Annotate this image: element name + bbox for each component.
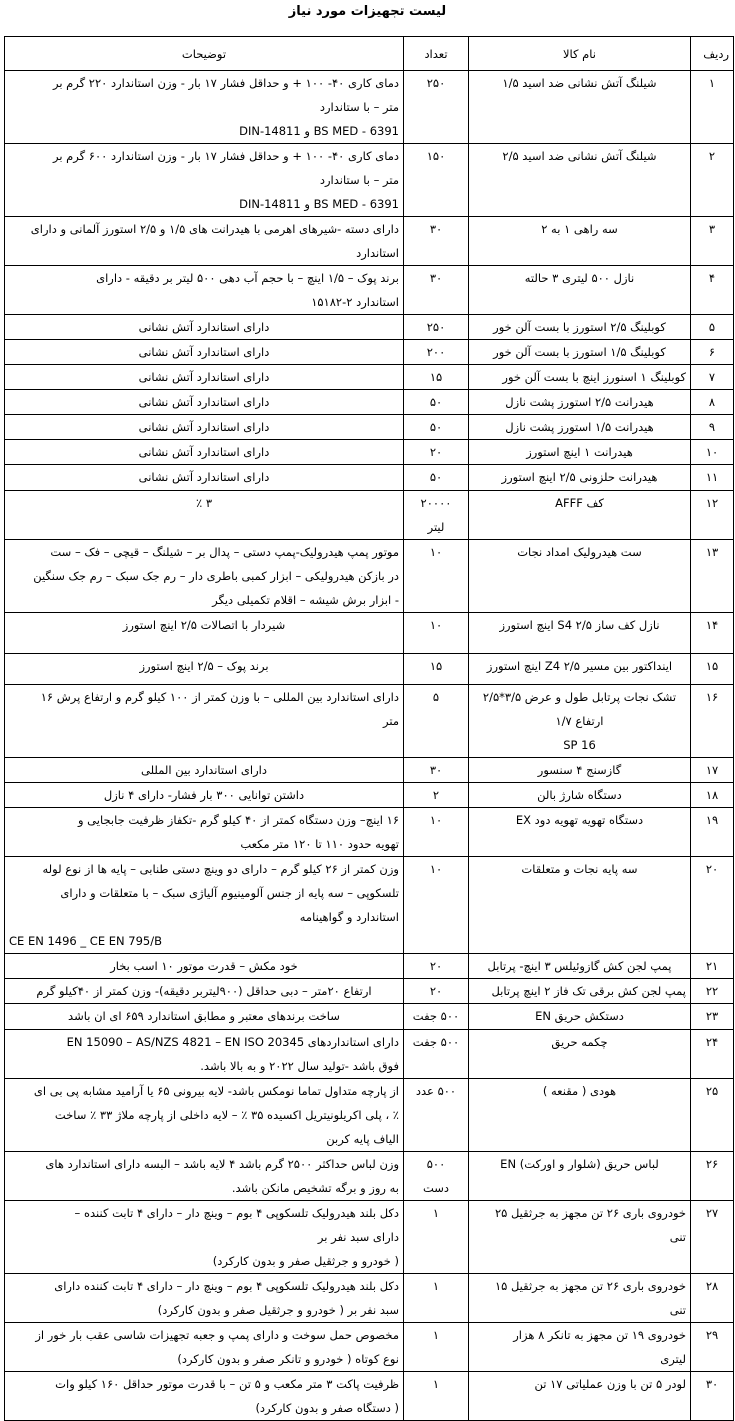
item-quantity-line: ۱۰ (429, 545, 443, 559)
item-name-line: اینداکتور بین مسیر Z4 ۲/۵ اینچ استورز (486, 659, 673, 673)
item-quantity (404, 1201, 469, 1274)
item-name-line: SP 16 (563, 738, 596, 752)
table-row (5, 613, 734, 654)
item-name (469, 979, 691, 1004)
header-quantity: تعداد (404, 37, 469, 71)
row-number: ۳۰ (691, 1372, 734, 1421)
table-row (5, 1030, 734, 1079)
item-name (469, 1274, 691, 1323)
item-name (469, 1079, 691, 1152)
item-name-line: دستکش حریق EN (535, 1009, 624, 1023)
item-name-line: کوبلینگ ۱/۵ استورز با بست آلن خور (493, 345, 666, 359)
item-description-line: برند پوک – ۱/۵ اینچ – با حجم آب دهی ۵۰۰ لیتر بر دقیقه - دارای (96, 271, 399, 285)
item-quantity-line: ۱ (432, 1206, 440, 1220)
item-description-line: CE EN 1496 _ CE EN 795/B (9, 934, 162, 948)
item-description (5, 979, 404, 1004)
item-name (469, 1004, 691, 1030)
item-description (5, 144, 404, 217)
item-description (5, 365, 404, 390)
item-quantity (404, 1079, 469, 1152)
item-description-line: دارای استاندارد بین المللی (141, 763, 267, 777)
table-row (5, 71, 734, 144)
item-name-line: هیدرانت ۱ اینچ استورز (526, 445, 633, 459)
table-row (5, 1201, 734, 1274)
item-quantity-line: ۵۰ (429, 420, 443, 434)
item-quantity (404, 491, 469, 540)
item-name-line: لودر ۵ تن با وزن عملیاتی ۱۷ تن (534, 1377, 686, 1391)
item-quantity-line: لیتر (427, 520, 445, 534)
table-row (5, 1152, 734, 1201)
item-name-line: نازل ۵۰۰ لیتری ۳ حالته (524, 271, 635, 285)
item-description-line: دکل بلند هیدرولیک تلسکوپی ۴ بوم – وینچ دار – دارای ۴ تابت کننده دارای (54, 1279, 399, 1293)
item-quantity-line: ۵۰۰ جفت (412, 1009, 460, 1023)
item-name-line: پمپ لجن کش برقی تک فاز ۲ اینچ پرتابل (491, 984, 686, 998)
equipment-table (4, 36, 734, 1421)
item-description-line: ارتفاع ۲۰متر – دبی حداقل (۹۰۰لیتربر دقیقه)- وزن کمتر از ۴۰کیلو گرم (36, 984, 372, 998)
header-description: توضیحات (5, 37, 404, 71)
table-row (5, 365, 734, 390)
item-quantity-line: ۱ (432, 1279, 440, 1293)
table-row (5, 217, 734, 266)
row-number: ۱۱ (691, 465, 734, 491)
item-name (469, 71, 691, 144)
row-number: ۱۵ (691, 654, 734, 685)
item-name-line: خودروی باری ۲۶ تن مجهز به جرثقیل ۱۵ (494, 1279, 686, 1293)
table-row (5, 266, 734, 315)
item-description (5, 1030, 404, 1079)
item-quantity (404, 440, 469, 465)
item-quantity (404, 1323, 469, 1372)
item-name-line: دستگاه شارژ بالن (537, 788, 622, 802)
item-description (5, 440, 404, 465)
row-number: ۱۰ (691, 440, 734, 465)
item-description-line: خود مکش – قدرت موتور ۱۰ اسب بخار (110, 959, 298, 973)
item-description-line: وزن کمتر از ۲۶ کیلو گرم – دارای دو وینچ دستی طنابی – پایه ها از نوع لوله (42, 862, 399, 876)
item-quantity-line: ۲۰۰ (426, 345, 446, 359)
table-body (5, 71, 734, 1421)
item-name-line: تنی (669, 1303, 686, 1317)
item-quantity (404, 415, 469, 440)
item-name (469, 315, 691, 340)
item-name (469, 491, 691, 540)
item-description-line: دارای استاندارد آتش نشانی (138, 320, 270, 334)
item-name (469, 1152, 691, 1201)
item-name (469, 654, 691, 685)
item-quantity (404, 1152, 469, 1201)
item-quantity-line: ۱۵ (429, 370, 443, 384)
item-quantity (404, 979, 469, 1004)
item-description-line: دارای استاندارد آتش نشانی (138, 420, 270, 434)
row-number: ۸ (691, 390, 734, 415)
item-description (5, 390, 404, 415)
row-number: ۱۹ (691, 808, 734, 857)
item-quantity (404, 1274, 469, 1323)
item-quantity-line: ۲ (432, 788, 440, 802)
table-row (5, 390, 734, 415)
item-name (469, 1201, 691, 1274)
item-quantity-line: ۵۰ (429, 470, 443, 484)
item-description-line: دمای کاری ۴۰- ۱۰۰ + و حداقل فشار ۱۷ بار - وزن استاندارد ۶۰۰ گرم بر (52, 149, 399, 163)
item-description-line: استاندارد و گواهینامه (299, 910, 399, 924)
item-description-line: ( خودرو و جرثقیل صفر و بدون کارکرد) (212, 1254, 399, 1268)
item-name-line: لیتری (660, 1352, 686, 1366)
item-description-line: وزن لباس حداکثر ۲۵۰۰ گرم باشد ۴ لایه باشد – البسه دارای استاندارد های (45, 1157, 399, 1171)
item-description (5, 540, 404, 613)
table-row (5, 979, 734, 1004)
table-row (5, 144, 734, 217)
item-name-line: گازسنج ۴ سنسور (537, 763, 622, 777)
item-quantity (404, 808, 469, 857)
item-description (5, 613, 404, 654)
item-description (5, 954, 404, 979)
item-name-line: نازل کف ساز S4 ۲/۵ اینچ استورز (499, 618, 660, 632)
item-description (5, 1079, 404, 1152)
item-quantity-line: ۱۰ (429, 862, 443, 876)
item-quantity-line: ۲۵۰ (426, 320, 446, 334)
item-description (5, 266, 404, 315)
item-description-line: ۳ ٪ (195, 496, 213, 510)
table-row (5, 415, 734, 440)
item-quantity-line: ۵۰ (429, 395, 443, 409)
item-description (5, 808, 404, 857)
item-quantity (404, 1030, 469, 1079)
item-description-line: ( دستگاه صفر و بدون کارکرد) (255, 1401, 399, 1415)
item-name (469, 390, 691, 415)
item-quantity-line: ۲۰ (429, 959, 443, 973)
item-quantity-line: ۱۰ (429, 813, 443, 827)
item-quantity-line: ۳۰ (429, 222, 443, 236)
item-name-line: کوبلینگ ۲/۵ استورز با بست آلن خور (493, 320, 666, 334)
item-quantity-line: ۱ (432, 1328, 440, 1342)
item-description (5, 1372, 404, 1421)
item-quantity (404, 654, 469, 685)
item-description-line: متر – با ستاندارد (319, 173, 399, 187)
item-description (5, 315, 404, 340)
item-name-line: پمپ لجن کش گازوئیلس ۳ اینچ- پرتابل (487, 959, 672, 973)
item-quantity-line: ۵۰۰ جفت (412, 1035, 460, 1049)
item-name-line: هیدرانت حلزونی ۲/۵ اینچ استورز (501, 470, 658, 484)
item-name-line: کوبلینگ ۱ اسنورز اینچ با بست آلن خور (502, 370, 686, 384)
item-quantity (404, 266, 469, 315)
item-quantity-line: ۱ (432, 1377, 440, 1391)
item-description-line: شیردار با اتصالات ۲/۵ اینچ استورز (122, 618, 286, 632)
item-quantity-line: ۲۰ (429, 445, 443, 459)
item-name-line: سه راهی ۱ به ۲ (541, 222, 618, 236)
row-number: ۲۶ (691, 1152, 734, 1201)
document-title: لیست تجهیزات مورد نیاز (288, 4, 447, 19)
item-description-line: از پارچه متداول تماما نومکس باشد- لایه بیرونی ۶۵ یا آرامید مشابه پی بی ای (33, 1084, 399, 1098)
item-description (5, 857, 404, 954)
table-header-row (5, 37, 734, 71)
item-name (469, 685, 691, 758)
row-number: ۹ (691, 415, 734, 440)
item-description-line: متر (383, 714, 399, 728)
item-description-line: - ابزار برش شیشه – اقلام تکمیلی دیگر (212, 593, 399, 607)
item-quantity-line: ۵۰۰ عدد (415, 1084, 457, 1098)
item-name-line: چکمه حریق (551, 1035, 608, 1049)
table-row (5, 315, 734, 340)
item-quantity-line: ۲۰ (429, 984, 443, 998)
item-quantity (404, 857, 469, 954)
item-quantity (404, 540, 469, 613)
item-name-line: لباس حریق (شلوار و اورکت) EN (500, 1157, 659, 1171)
item-name-line: کف AFFF (555, 496, 604, 510)
item-name (469, 465, 691, 491)
item-description (5, 1152, 404, 1201)
row-number: ۱ (691, 71, 734, 144)
table-row (5, 758, 734, 783)
item-description-line: BS MED - 6391 و 14811-DIN (239, 197, 399, 211)
row-number: ۱۳ (691, 540, 734, 613)
item-description (5, 1004, 404, 1030)
item-name-line: ست هیدرولیک امداد نجات (517, 545, 642, 559)
item-description-line: ۱۶ اینچ– وزن دستگاه کمتر از ۴۰ کیلو گرم -تکفاز ظرفیت جابجایی و (77, 813, 399, 827)
item-name (469, 440, 691, 465)
table-row (5, 1274, 734, 1323)
item-description (5, 1201, 404, 1274)
item-description-line: دارای استانداردهای EN 15090 – AS/NZS 4821 – EN ISO 20345 (66, 1035, 399, 1049)
item-description-line: استاندارد ۲-۱۵۱۸۲ (311, 295, 399, 309)
item-name-line: هیدرانت ۲/۵ استورز پشت نازل (505, 395, 654, 409)
item-description-line: دارای استاندارد آتش نشانی (138, 445, 270, 459)
table-row (5, 1372, 734, 1421)
item-name-line: خودروی ۱۹ تن مجهز به تانکر ۸ هزار (513, 1328, 686, 1342)
table-row (5, 340, 734, 365)
item-quantity-line: دست (422, 1181, 450, 1195)
item-description-line: مخصوص حمل سوخت و دارای پمپ و جعبه تجهیزات شاسی عقب بار خور از (35, 1328, 399, 1342)
item-description-line: متر – با ستاندارد (319, 100, 399, 114)
item-name-line: تنی (669, 1230, 686, 1244)
table-row (5, 1004, 734, 1030)
row-number: ۲۴ (691, 1030, 734, 1079)
item-description-line: نوع کوتاه ( خودرو و تانکر صفر و بدون کارکرد) (177, 1352, 399, 1366)
item-quantity (404, 783, 469, 808)
table-row (5, 654, 734, 685)
item-quantity (404, 365, 469, 390)
item-description-line: ظرفیت پاکت ۳ متر مکعب و ۵ تن – با قدرت موتور حداقل ۱۶۰ کیلو وات (55, 1377, 399, 1391)
item-name (469, 540, 691, 613)
item-name (469, 758, 691, 783)
item-description-line: الیاف پایه کربن (326, 1132, 399, 1146)
item-name (469, 954, 691, 979)
row-number: ۶ (691, 340, 734, 365)
table-row (5, 808, 734, 857)
header-item-name: نام کالا (469, 37, 691, 71)
item-description (5, 71, 404, 144)
item-quantity (404, 340, 469, 365)
item-description-line: دکل بلند هیدرولیک تلسکوپی ۴ بوم – وینچ دار – دارای ۴ تابت کننده – (74, 1206, 399, 1220)
item-name (469, 783, 691, 808)
row-number: ۳ (691, 217, 734, 266)
table-row (5, 540, 734, 613)
item-name (469, 144, 691, 217)
item-quantity (404, 613, 469, 654)
item-quantity-line: ۵ (432, 690, 440, 704)
item-quantity-line: ۳۰ (429, 271, 443, 285)
table-row (5, 491, 734, 540)
item-description-line: داشتن توانایی ۳۰۰ بار فشار- دارای ۴ نازل (103, 788, 305, 802)
item-description-line: فوق باشد -تولید سال ۲۰۲۲ و به بالا باشد. (200, 1059, 399, 1073)
item-description-line: دمای کاری ۴۰- ۱۰۰ + و حداقل فشار ۱۷ بار - وزن استاندارد ۲۲۰ گرم بر (52, 76, 399, 90)
item-quantity-line: ۱۵۰ (426, 149, 446, 163)
row-number: ۲۸ (691, 1274, 734, 1323)
item-description-line: دارای استاندارد آتش نشانی (138, 395, 270, 409)
item-description (5, 685, 404, 758)
item-quantity (404, 217, 469, 266)
table-row (5, 685, 734, 758)
row-number: ۲۰ (691, 857, 734, 954)
table-row (5, 1079, 734, 1152)
item-quantity (404, 315, 469, 340)
item-description (5, 465, 404, 491)
item-description (5, 491, 404, 540)
item-description-line: ٪ ، پلی اکریلونیتریل اکسیده ۳۵ ٪ – لایه داخلی از پارچه ملاژ ۳۳ ٪ ساخت (54, 1108, 399, 1122)
item-description-line: استاندارد (356, 246, 399, 260)
item-name-line: خودروی باری ۲۶ تن مجهز به جرثقیل ۲۵ (494, 1206, 686, 1220)
item-quantity (404, 685, 469, 758)
item-quantity (404, 954, 469, 979)
item-name-line: هیدرانت ۱/۵ استورز پشت نازل (505, 420, 654, 434)
item-name (469, 1030, 691, 1079)
item-description-line: دارای استاندارد بین المللی – با وزن کمتر از ۱۰۰ کیلو گرم و ارتفاع پرش ۱۶ (40, 690, 399, 704)
item-description-line: تلسکوپی – سه پایه از جنس آلومینیوم آلیاژی سبک – با متعلقات و دارای (60, 886, 399, 900)
item-name (469, 857, 691, 954)
item-quantity (404, 390, 469, 415)
item-description (5, 783, 404, 808)
item-name (469, 266, 691, 315)
item-description-line: دارای استاندارد آتش نشانی (138, 345, 270, 359)
item-name (469, 1323, 691, 1372)
table-row (5, 465, 734, 491)
item-quantity-line: ۳۰ (429, 763, 443, 777)
item-name-line: شیلنگ آتش نشانی ضد اسید ۲/۵ (502, 149, 657, 163)
item-description (5, 758, 404, 783)
item-name-line: هودی ( مقنعه ) (542, 1084, 617, 1098)
row-number: ۱۶ (691, 685, 734, 758)
item-description-line: تهویه حدود ۱۱۰ تا ۱۲۰ متر مکعب (240, 837, 399, 851)
item-description-line: ساخت برندهای معتبر و مطابق استاندارد ۶۵۹ ای ان باشد (68, 1009, 340, 1023)
item-quantity-line: ۲۰۰۰۰ (420, 496, 452, 510)
item-description-line: BS MED - 6391 و 14811-DIN (239, 124, 399, 138)
table-row (5, 783, 734, 808)
header-row-number: ردیف (691, 37, 734, 71)
row-number: ۱۴ (691, 613, 734, 654)
row-number: ۱۲ (691, 491, 734, 540)
row-number: ۲۳ (691, 1004, 734, 1030)
row-number: ۲۱ (691, 954, 734, 979)
item-description-line: دارای استاندارد آتش نشانی (138, 370, 270, 384)
item-description (5, 415, 404, 440)
item-name (469, 365, 691, 390)
item-quantity (404, 71, 469, 144)
item-quantity (404, 1372, 469, 1421)
item-name (469, 340, 691, 365)
table-row (5, 857, 734, 954)
item-quantity (404, 1004, 469, 1030)
row-number: ۱۸ (691, 783, 734, 808)
item-quantity-line: ۲۵۰ (426, 76, 446, 90)
row-number: ۲۷ (691, 1201, 734, 1274)
row-number: ۲۹ (691, 1323, 734, 1372)
item-quantity-line: ۵۰۰ (426, 1157, 446, 1171)
item-description (5, 1323, 404, 1372)
item-description (5, 217, 404, 266)
item-description-line: دارای دسته -شیرهای اهرمی با هیدرانت های ۱/۵ و ۲/۵ استورز آلمانی و دارای (30, 222, 399, 236)
row-number: ۲ (691, 144, 734, 217)
item-description (5, 654, 404, 685)
row-number: ۲۵ (691, 1079, 734, 1152)
row-number: ۲۲ (691, 979, 734, 1004)
row-number: ۱۷ (691, 758, 734, 783)
item-description-line: به روز و برگه تشخیص مانکن باشد. (231, 1181, 399, 1195)
item-name-line: تشک نجات پرتابل طول و عرض ۳/۵*۲/۵ (482, 690, 677, 704)
item-quantity (404, 144, 469, 217)
item-name (469, 415, 691, 440)
table-row (5, 1323, 734, 1372)
item-description-line: موتور پمپ هیدرولیک-پمپ دستی – پدال بر – شیلنگ – قیچی – فک – ست (50, 545, 399, 559)
item-description-line: برند پوک – ۲/۵ اینچ استورز (139, 659, 269, 673)
item-name (469, 613, 691, 654)
item-name-line: شیلنگ آتش نشانی ضد اسید ۱/۵ (502, 76, 657, 90)
item-description-line: دارای استاندارد آتش نشانی (138, 470, 270, 484)
item-quantity (404, 758, 469, 783)
item-description-line: در بازکن هیدرولیکی – ابزار کمبی باطری دار – رم جک سبک – رم جک سنگین (33, 569, 399, 583)
item-name (469, 217, 691, 266)
item-description (5, 340, 404, 365)
item-description-line: دارای سبد نفر بر (317, 1230, 399, 1244)
item-quantity-line: ۱۰ (429, 618, 443, 632)
row-number: ۴ (691, 266, 734, 315)
table-row (5, 954, 734, 979)
item-name (469, 808, 691, 857)
item-name-line: ارتفاع ۱/۷ (555, 714, 604, 728)
item-name-line: سه پایه نجات و متعلقات (521, 862, 638, 876)
row-number: ۵ (691, 315, 734, 340)
item-name (469, 1372, 691, 1421)
row-number: ۷ (691, 365, 734, 390)
item-quantity-line: ۱۵ (429, 659, 443, 673)
table-row (5, 440, 734, 465)
item-name-line: دستگاه تهویه تهویه دود EX (515, 813, 644, 827)
item-description-line: سبد نفر بر ( خودرو و جرثقیل صفر و بدون کارکرد) (157, 1303, 399, 1317)
item-description (5, 1274, 404, 1323)
item-quantity (404, 465, 469, 491)
